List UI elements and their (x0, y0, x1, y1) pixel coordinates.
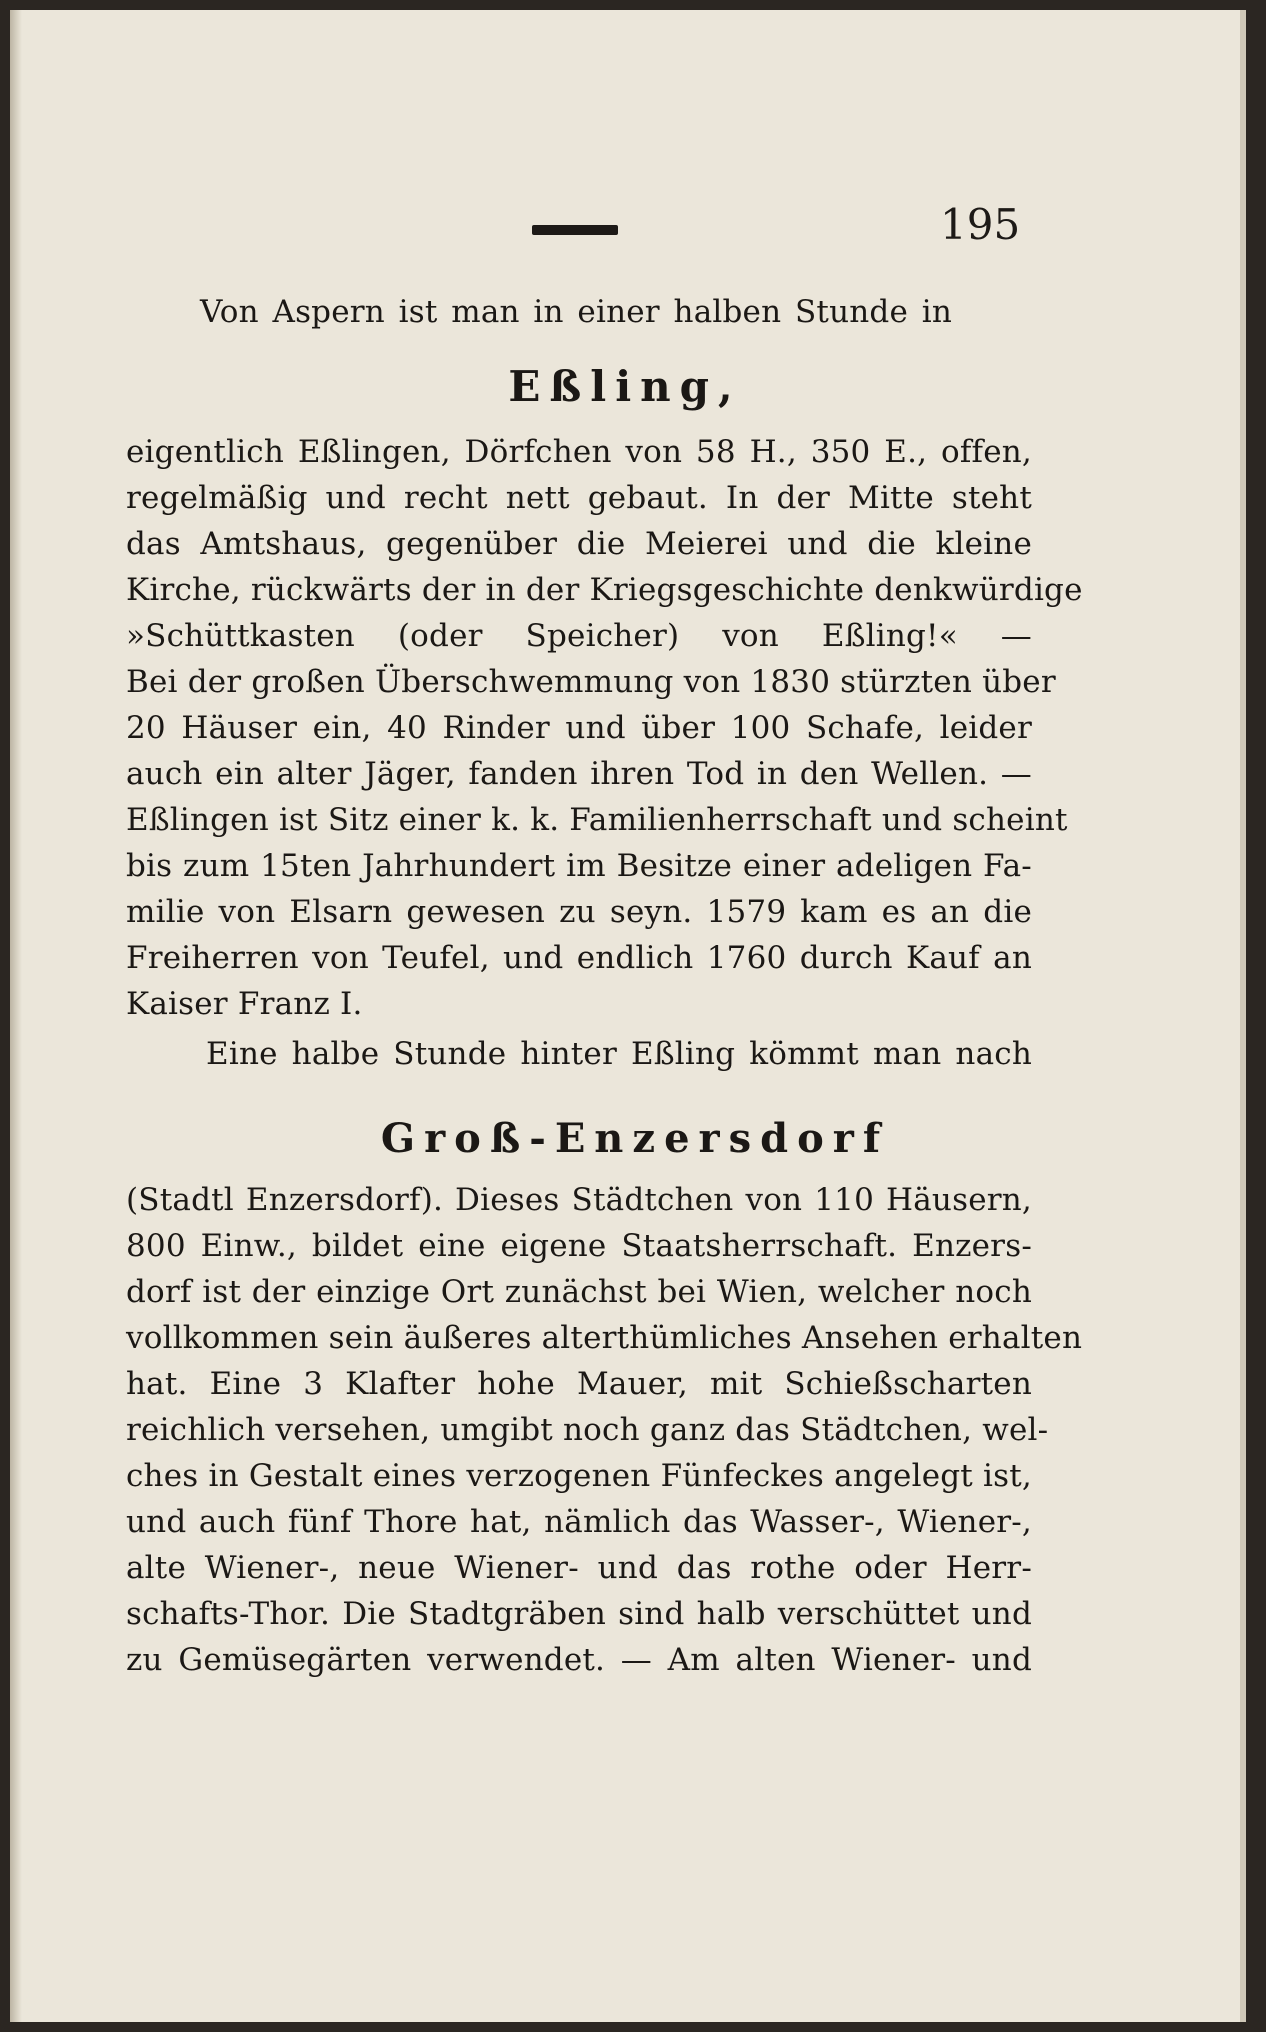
text-line: 20 Häuser ein, 40 Rinder und über 100 Schafe, leider (126, 710, 1032, 746)
text-line: zu Gemüsegärten verwendet. — Am alten Wiener- und (126, 1642, 1032, 1678)
text-line: Kaiser Franz I. (126, 986, 363, 1022)
text-line: hat. Eine 3 Klafter hohe Mauer, mit Schießscharten (126, 1366, 1032, 1402)
text-line: regelmäßig und recht nett gebaut. In der Mitte steht (126, 480, 1032, 516)
intro-line: Von Aspern ist man in einer halben Stunde in (200, 294, 952, 330)
text-line: 800 Einw., bildet eine eigene Staatsherrschaft. Enzers- (126, 1228, 1032, 1264)
text-line: Freiherren von Teufel, und endlich 1760 durch Kauf an (126, 940, 1032, 976)
page-binding-edge (10, 10, 22, 2022)
text-line: ches in Gestalt eines verzogenen Fünfeckes angelegt ist, (126, 1458, 1032, 1494)
text-line: eigentlich Eßlingen, Dörfchen von 58 H., 350 E., offen, (126, 434, 1032, 470)
page-number: 195 (940, 200, 1021, 249)
text-line: bis zum 15ten Jahrhundert im Besitze einer adeligen Fa- (126, 848, 1032, 884)
text-line: reichlich versehen, umgibt noch ganz das Städtchen, wel- (126, 1412, 1049, 1448)
text-line: vollkommen sein äußeres alterthümliches Ansehen erhalten (126, 1320, 1083, 1356)
section-heading-gross-enzersdorf: Groß-Enzersdorf (380, 1115, 890, 1162)
text-line: alte Wiener-, neue Wiener- und das rothe oder Herr- (126, 1550, 1032, 1586)
text-line: Eßlingen ist Sitz einer k. k. Familienherrschaft und scheint (126, 802, 1068, 838)
text-line: milie von Elsarn gewesen zu seyn. 1579 kam es an die (126, 894, 1032, 930)
transition-line: Eine halbe Stunde hinter Eßling kömmt man nach (206, 1036, 1032, 1072)
text-line: »Schüttkasten (oder Speicher) von Eßling!« — (126, 618, 1032, 654)
text-line: und auch fünf Thore hat, nämlich das Wasser-, Wiener-, (126, 1504, 1032, 1540)
book-page (10, 10, 1246, 2022)
text-line: dorf ist der einzige Ort zunächst bei Wien, welcher noch (126, 1274, 1032, 1310)
text-line: Bei der großen Überschwemmung von 1830 stürzten über (126, 664, 1056, 700)
text-line: schafts-Thor. Die Stadtgräben sind halb verschüttet und (126, 1596, 1032, 1632)
text-line: auch ein alter Jäger, fanden ihren Tod in den Wellen. — (126, 756, 1032, 792)
header-rule (532, 225, 618, 235)
section-heading-essling: Eßling, (508, 362, 742, 411)
text-line: Kirche, rückwärts der in der Kriegsgeschichte denkwürdige (126, 572, 1083, 608)
text-line: (Stadtl Enzersdorf). Dieses Städtchen von 110 Häusern, (126, 1182, 1032, 1218)
text-line: das Amtshaus, gegenüber die Meierei und die kleine (126, 526, 1032, 562)
